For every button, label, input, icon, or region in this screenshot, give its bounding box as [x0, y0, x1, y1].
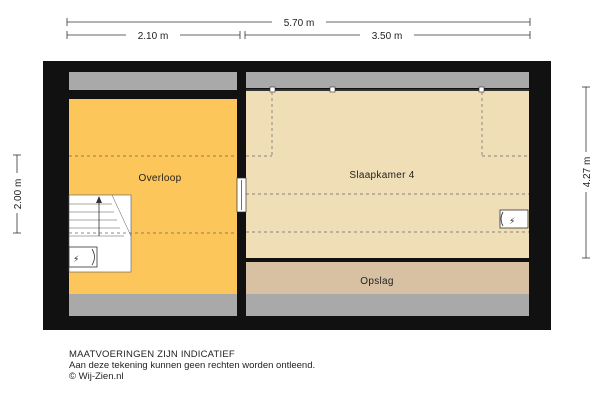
room-label-landing: Overloop: [138, 173, 182, 184]
radiator-bedroom: [500, 210, 528, 228]
left-width-label: 2.10 m: [137, 31, 169, 42]
left-height-label: 2.00 m: [13, 178, 24, 210]
low-ceiling-strip-bottom-right: [246, 294, 529, 316]
low-ceiling-strip-top-left: [69, 72, 237, 90]
dimension-right-height: [579, 87, 593, 258]
door-landing-bedroom: [237, 178, 246, 212]
total-width-label: 5.70 m: [283, 18, 315, 29]
window-marker-3: [479, 87, 484, 92]
window-marker-1: [270, 87, 275, 92]
radiator-landing: [69, 247, 97, 267]
dimension-left-width: [67, 28, 240, 42]
room-label-bedroom: Slaapkamer 4: [349, 170, 415, 181]
low-ceiling-strip-bottom-left: [69, 294, 237, 316]
radiator-symbol-icon: ⚡: [509, 217, 516, 227]
dimension-left-height: [10, 155, 24, 233]
dimension-total-width: [67, 15, 530, 29]
right-height-label: 4.27 m: [582, 156, 593, 188]
footer-title: MAATVOERINGEN ZIJN INDICATIEF: [69, 349, 235, 360]
room-label-storage: Opslag: [360, 276, 394, 287]
dimension-right-width: [245, 28, 530, 42]
footer-copyright: © Wij-Zien.nl: [69, 371, 124, 382]
disclaimer-footer: [69, 349, 315, 382]
footer-disclaimer: Aan deze tekening kunnen geen rechten worden ontleend.: [69, 360, 316, 371]
radiator-symbol-icon: ⚡: [73, 255, 80, 265]
low-ceiling-strip-top-right: [246, 72, 529, 88]
right-width-label: 3.50 m: [371, 31, 403, 42]
window-marker-2: [330, 87, 335, 92]
